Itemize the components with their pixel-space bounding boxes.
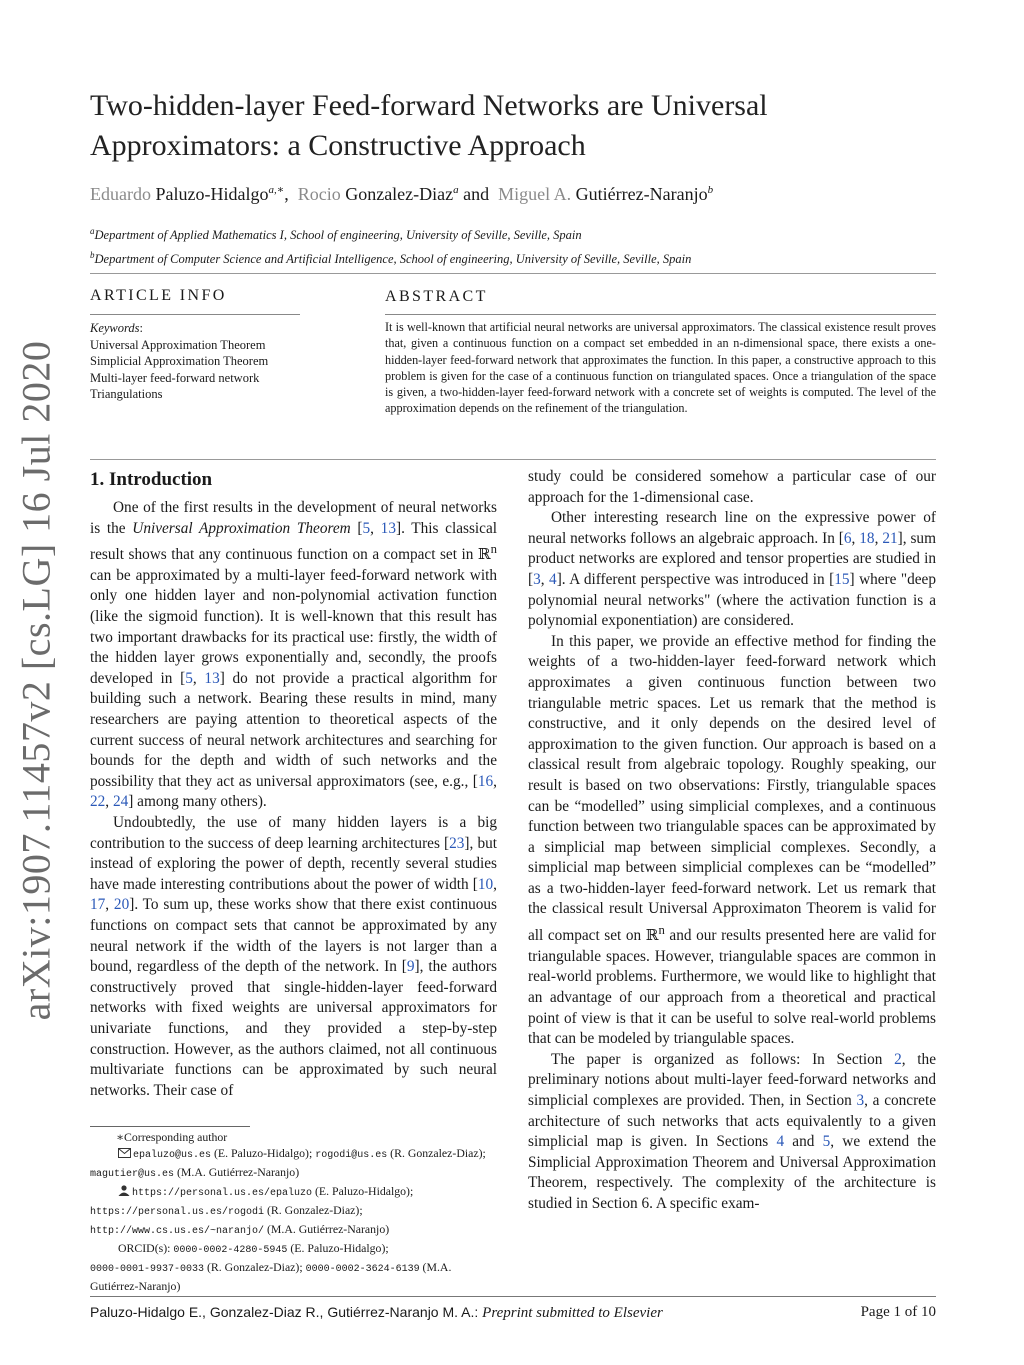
abstract-heading: ABSTRACT	[385, 288, 488, 305]
section-heading: 1. Introduction	[90, 469, 213, 490]
citation-link[interactable]: 9	[406, 958, 415, 976]
keyword: Universal Approximation Theorem	[90, 337, 266, 352]
section-link[interactable]: 2	[894, 1050, 902, 1068]
body-divider	[90, 459, 936, 460]
citation-link[interactable]: 23	[449, 834, 465, 852]
corresponding-author-note: ∗Corresponding author	[116, 1130, 228, 1144]
email-footnote: epaluzo@us.es (E. Paluzo-Hidalgo); rogodi@us.es (R. Gonzalez-Diaz); magutier@us.es (M.A. Gutiérrez-Naranjo)	[90, 1146, 486, 1180]
section-link[interactable]: 5	[822, 1133, 831, 1151]
citation-link[interactable]: 24	[112, 793, 129, 811]
left-column	[90, 468, 497, 1101]
author-affil-marker: b	[707, 184, 714, 196]
person-icon	[118, 1185, 130, 1196]
paper-title: Two-hidden-layer Feed-forward Networks are Universal Approximators: a Constructive Approach	[90, 89, 768, 162]
citation-link[interactable]: 22	[90, 793, 106, 811]
keywords-label: Keywords	[90, 321, 140, 335]
affiliation: $^b$Department of Computer Science and Artificial Intelligence, School of engineering, University of Seville, Seville, Spain	[90, 250, 692, 267]
citation-link[interactable]: 20	[113, 896, 130, 914]
citation-link[interactable]: 3	[533, 570, 541, 588]
author-first-name: Eduardo	[90, 184, 151, 204]
citation-link[interactable]: 15	[834, 570, 850, 588]
footnote-divider	[90, 1126, 250, 1127]
citation-link[interactable]: 4	[549, 570, 557, 588]
citation-link[interactable]: 5	[185, 669, 193, 687]
author-and: and	[463, 184, 490, 204]
paragraph: study could be considered somehow a particular case of our approach for the 1-dimensional case.	[528, 468, 936, 506]
citation-link[interactable]: 18	[859, 529, 875, 547]
paragraph: The paper is organized as follows: In Section 2, the preliminary notions about multi-layer feed-forward networks and simplicial complexes are provided. Then, in Section 3, a concrete architecture of such networks that acts equivalently to a given simplicial map is given. In Sections 4 and 5, we extend the Simplicial Approximation Theorem and Universal Approximation Theorem, respectively. The complexity of the architecture is studied in Section 6. A specific exam-	[528, 1050, 936, 1212]
section-link[interactable]: 3	[856, 1091, 865, 1109]
footnotes	[90, 1129, 497, 1294]
affiliation: $^a$Department of Applied Mathematics I, School of engineering, University of Seville, Seville, Spain	[90, 226, 582, 243]
citation-link[interactable]: 16	[477, 772, 494, 790]
author-first-name: Miguel A.	[498, 184, 572, 204]
citation-link[interactable]: 5	[362, 519, 371, 537]
orcid-link[interactable]: 0000-0002-4280-5945	[173, 1245, 288, 1256]
author-first-name: Rocio	[297, 184, 341, 204]
author-affil-marker: a,∗	[268, 184, 285, 196]
orcid-link[interactable]: 0000-0002-3624-6139	[305, 1264, 420, 1275]
url-footnote: https://personal.us.es/epaluzo (E. Paluzo-Hidalgo); https://personal.us.es/rogodi (R. Gonzalez-Diaz); http://www.cs.us.es/~naranjo/ (M.A. Gutiérrez-Naranjo)	[90, 1184, 414, 1237]
citation-link[interactable]: 13	[380, 519, 396, 537]
article-info-heading: ARTICLE INFO	[90, 287, 227, 304]
keyword: Simplicial Approximation Theorem	[90, 354, 269, 369]
homepage-link[interactable]: https://personal.us.es/rogodi	[90, 1207, 265, 1218]
email-link[interactable]: rogodi@us.es	[315, 1150, 388, 1161]
footer-divider	[90, 1296, 936, 1297]
section-link[interactable]: 4	[776, 1133, 785, 1151]
citation-link[interactable]: 10	[477, 875, 494, 893]
paragraph: Other interesting research line on the expressive power of neural networks follows an algebraic approach. In [6, 18, 21], sum product networks are explored and tensor properties are studied in [3, 4]. A different perspective was introduced in [15] where "deep polynomial neural networks" (where the activation function is a polynomial exponentiation) are considered.	[528, 509, 936, 630]
article-info-keywords: Keywords: Universal Approximation Theorem Simplicial Approximation Theorem Multi-layer feed-forward network Triangulations	[90, 321, 269, 402]
citation-link[interactable]: 21	[882, 529, 898, 547]
preprint-note: Preprint submitted to Elsevier	[482, 1305, 663, 1321]
citation-link[interactable]: 13	[204, 669, 220, 687]
author-affil-marker: a	[453, 184, 459, 196]
orcid-footnote: ORCID(s): 0000-0002-4280-5945 (E. Paluzo-Hidalgo); 0000-0001-9937-0033 (R. Gonzalez-Diaz); 0000-0002-3624-6139 (M.A. Gutiérrez-Naranjo)	[90, 1241, 452, 1293]
paragraph: One of the first results in the development of neural networks is the Universal Approximation Theorem [5, 13]. This classical result shows that any continuous function on a compact set in ℝ$^n$ can be approximated by a multi-layer feed-forward network with only one hidden layer and non-polynomial activation function (like the sigmoid function). It is well-known that this result has two important drawbacks for its practical use: firstly, the width of the hidden layer grows exponentially and, secondly, the proofs developed in [5, 13] do not provide a practical algorithm for building such a network. Bearing these results in mind, many researchers are paying attention to theoretical aspects of the current success of neural network architectures and searching for bounds for the depth and width of such networks and the possibility that they act as universal approximators (see, e.g., [16, 22, 24] among many others).	[90, 499, 497, 811]
abstract-text: It is well-known that artificial neural networks are universal approximators. The classical existence result proves that, given a continuous function on a compact set embedded in an n-dimensional space, there exists a one-hidden-layer feed-forward network that approximates the function. In this paper, a constructive approach to this problem is given for the case of a continuous function on triangulated spaces. Once a triangulation of the space is given, a two-hidden-layer feed-forward network with a concrete set of weights is computed. The level of the approximation depends on the refinement of the triangulation.	[385, 320, 936, 416]
homepage-link[interactable]: http://www.cs.us.es/~naranjo/	[90, 1226, 265, 1237]
article-info-divider	[90, 314, 300, 315]
author-last-name: Gutiérrez-Naranjo	[575, 184, 708, 204]
author-last-name: Paluzo-Hidalgo	[155, 184, 269, 204]
arxiv-stamp	[6, 340, 66, 1020]
keyword: Multi-layer feed-forward network	[90, 370, 260, 385]
email-link[interactable]: epaluzo@us.es	[133, 1150, 212, 1161]
citation-link[interactable]: 6	[843, 529, 852, 547]
paragraph: Undoubtedly, the use of many hidden layers is a big contribution to the success of deep learning architectures [23], but instead of exploring the power of depth, recently several studies have made interesting contributions about the power of width [10, 17, 20]. To sum up, these works show that there exist continuous functions on compact sets that cannot be approximated by any neural network if the width of the layers is not larger than a bound, regardless of the depth of the network. In [9], the authors constructively proved that single-hidden-layer feed-forward networks with fixed weights are universal approximators for univariate functions, and they provided a step-by-step construction. However, as the authors claimed, not all continuous multivariate functions can be approximated by such neural networks. Their case of	[90, 814, 498, 1099]
citation-link[interactable]: 17	[90, 896, 106, 914]
keyword: Triangulations	[90, 387, 163, 402]
header-divider	[90, 273, 936, 274]
abstract-divider	[385, 314, 936, 315]
author-list: Eduardo Paluzo-Hidalgo$^{a,∗}$, Rocio Gonzalez-Diaz$^a$ and Miguel A. Gutiérrez-Naranjo$^b$	[90, 184, 714, 204]
author-last-name: Gonzalez-Diaz	[345, 184, 454, 204]
homepage-link[interactable]: https://personal.us.es/epaluzo	[132, 1188, 313, 1199]
email-link[interactable]: magutier@us.es	[90, 1169, 175, 1180]
page-number: Page 1 of 10	[860, 1304, 936, 1320]
arxiv-identifier: arXiv:1907.11457v2 [cs.LG] 16 Jul 2020	[13, 340, 59, 1020]
orcid-link[interactable]: 0000-0001-9937-0033	[90, 1264, 205, 1275]
affiliations	[90, 221, 691, 269]
paragraph: In this paper, we provide an effective method for finding the weights of a two-hidden-layer feed-forward network which approximates a given continuous function between two triangulable metric spaces. Let us remark that the method is constructive, and it only depends on the desired level of approximation to the given function. Our approach is based on a classical result from algebraic topology. Roughly speaking, our result is based on two observations: Firstly, triangulable spaces can be “modelled” using simplicial complexes, and a continuous function between two triangulable spaces can be approximated by a simplicial map between simplicial complexes. Secondly, a simplicial map between simplicial complexes can be “modelled” as a two-hidden-layer feed-forward network. Let us remark that the classical result Universal Approximaton Theorem is valid for all compact set on ℝ$^n$ and our results presented here are valid for triangulable spaces. However, triangulable spaces are common in real-world problems. Furthermore, we would like to highlight that an advantage of our approach from a theoretical and practical point of view is that it can be useful to solve real-world problems that can be modeled by triangulable spaces.	[528, 632, 936, 1048]
footer-citation: Paluzo-Hidalgo E., Gonzalez-Diaz R., Gutiérrez-Naranjo M. A.: Preprint submitted to Elsevier	[90, 1304, 663, 1321]
envelope-icon	[118, 1148, 131, 1158]
right-column	[528, 467, 936, 1214]
